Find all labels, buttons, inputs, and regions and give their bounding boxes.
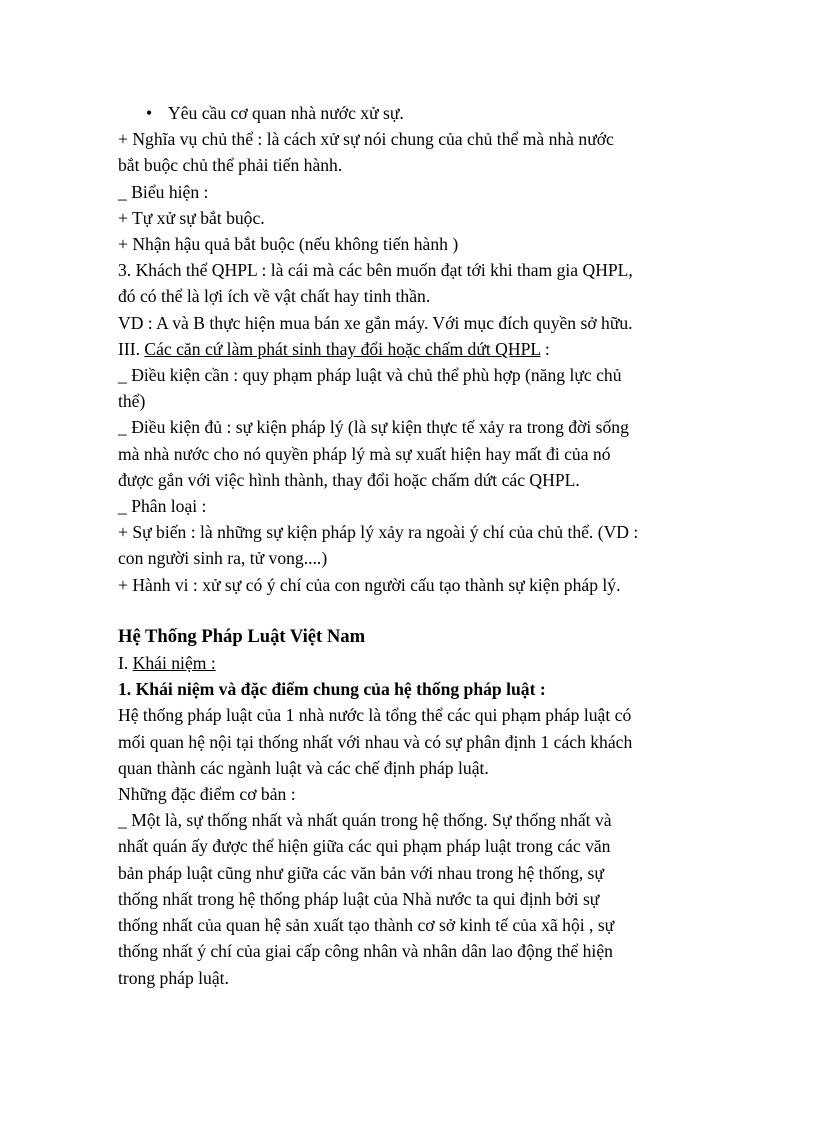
spacer xyxy=(118,598,708,624)
section-title: Các căn cứ làm phát sinh thay đổi hoặc chấm dứt QHPL xyxy=(144,338,541,359)
text-line: + Nhận hậu quả bắt buộc (nếu không tiến hành ) xyxy=(118,234,459,255)
text-line: _ Một là, sự thống nhất và nhất quán trong hệ thống. Sự thống nhất và xyxy=(118,810,612,831)
section-title: Khái niệm : xyxy=(132,653,216,674)
text-line: mà nhà nước cho nó quyền pháp lý mà sự xuất hiện hay mất đi của nó xyxy=(118,443,611,464)
text-line: Hệ thống pháp luật của 1 nhà nước là tổng thể các qui phạm pháp luật có xyxy=(118,705,632,726)
text-line: con người sinh ra, tử vong....) xyxy=(118,548,328,569)
text-line: thể) xyxy=(118,391,146,412)
text-line: thống nhất trong hệ thống pháp luật của Nhà nước ta qui định bởi sự xyxy=(118,888,600,909)
section-heading-iii xyxy=(118,336,708,362)
subsection-number: 1 xyxy=(118,679,127,700)
text-line: VD : A và B thực hiện mua bán xe gắn máy. Với mục đích quyền sở hữu. xyxy=(118,312,633,333)
text-line: Những đặc điểm cơ bản : xyxy=(118,784,296,805)
bullet-icon: • xyxy=(146,103,153,123)
text-line: mối quan hệ nội tại thống nhất với nhau và có sự phân định 1 cách khách xyxy=(118,731,633,752)
text-line: _ Biểu hiện : xyxy=(118,181,209,202)
text-line: bắt buộc chủ thể phải tiến hành. xyxy=(118,155,343,176)
document-page xyxy=(118,100,708,991)
text-line: bản pháp luật cũng như giữa các văn bản với nhau trong hệ thống, sự xyxy=(118,862,604,883)
text-line: + Nghĩa vụ chủ thể : là cách xử sự nói chung của chủ thể mà nhà nước xyxy=(118,129,614,150)
text-line: quan thành các ngành luật và các chế định pháp luật. xyxy=(118,757,489,778)
text-line: trong pháp luật. xyxy=(118,967,229,988)
text-line: nhất quán ấy được thể hiện giữa các qui phạm pháp luật trong các văn xyxy=(118,836,611,857)
section-number: I. xyxy=(118,653,133,674)
text-line: thống nhất của quan hệ sản xuất tạo thành cơ sở kinh tế của xã hội , sự xyxy=(118,915,615,936)
bullet-item: • Yêu cầu cơ quan nhà nước xử sự. xyxy=(118,100,708,126)
chapter-title: Hệ Thống Pháp Luật Việt Nam xyxy=(118,625,366,647)
section-number: III. xyxy=(118,338,145,359)
text-line: được gắn với việc hình thành, thay đổi hoặc chấm dứt các QHPL. xyxy=(118,469,580,490)
text-line: đó có thể là lợi ích về vật chất hay tinh thần. xyxy=(118,286,431,307)
subsection-heading xyxy=(118,676,708,702)
text-line: _ Phân loại : xyxy=(118,496,207,517)
subsection-title: . Khái niệm và đặc điểm chung của hệ thống pháp luật : xyxy=(126,679,546,700)
text-line: 3. Khách thể QHPL : là cái mà các bên muốn đạt tới khi tham gia QHPL, xyxy=(118,260,633,281)
text-line: + Sự biến : là những sự kiện pháp lý xảy ra ngoài ý chí của chủ thể. (VD : xyxy=(118,522,639,543)
text-line: + Hành vi : xử sự có ý chí của con người cấu tạo thành sự kiện pháp lý. xyxy=(118,574,621,595)
text-line: thống nhất ý chí của giai cấp công nhân và nhân dân lao động thể hiện xyxy=(118,941,613,962)
section-heading-i xyxy=(118,650,708,676)
text-line: + Tự xử sự bắt buộc. xyxy=(118,207,265,228)
section-colon: : xyxy=(540,338,550,359)
text-line: _ Điều kiện cần : quy phạm pháp luật và chủ thể phù hợp (năng lực chủ xyxy=(118,365,622,386)
text-line: _ Điều kiện đủ : sự kiện pháp lý (là sự kiện thực tế xảy ra trong đời sống xyxy=(118,417,629,438)
